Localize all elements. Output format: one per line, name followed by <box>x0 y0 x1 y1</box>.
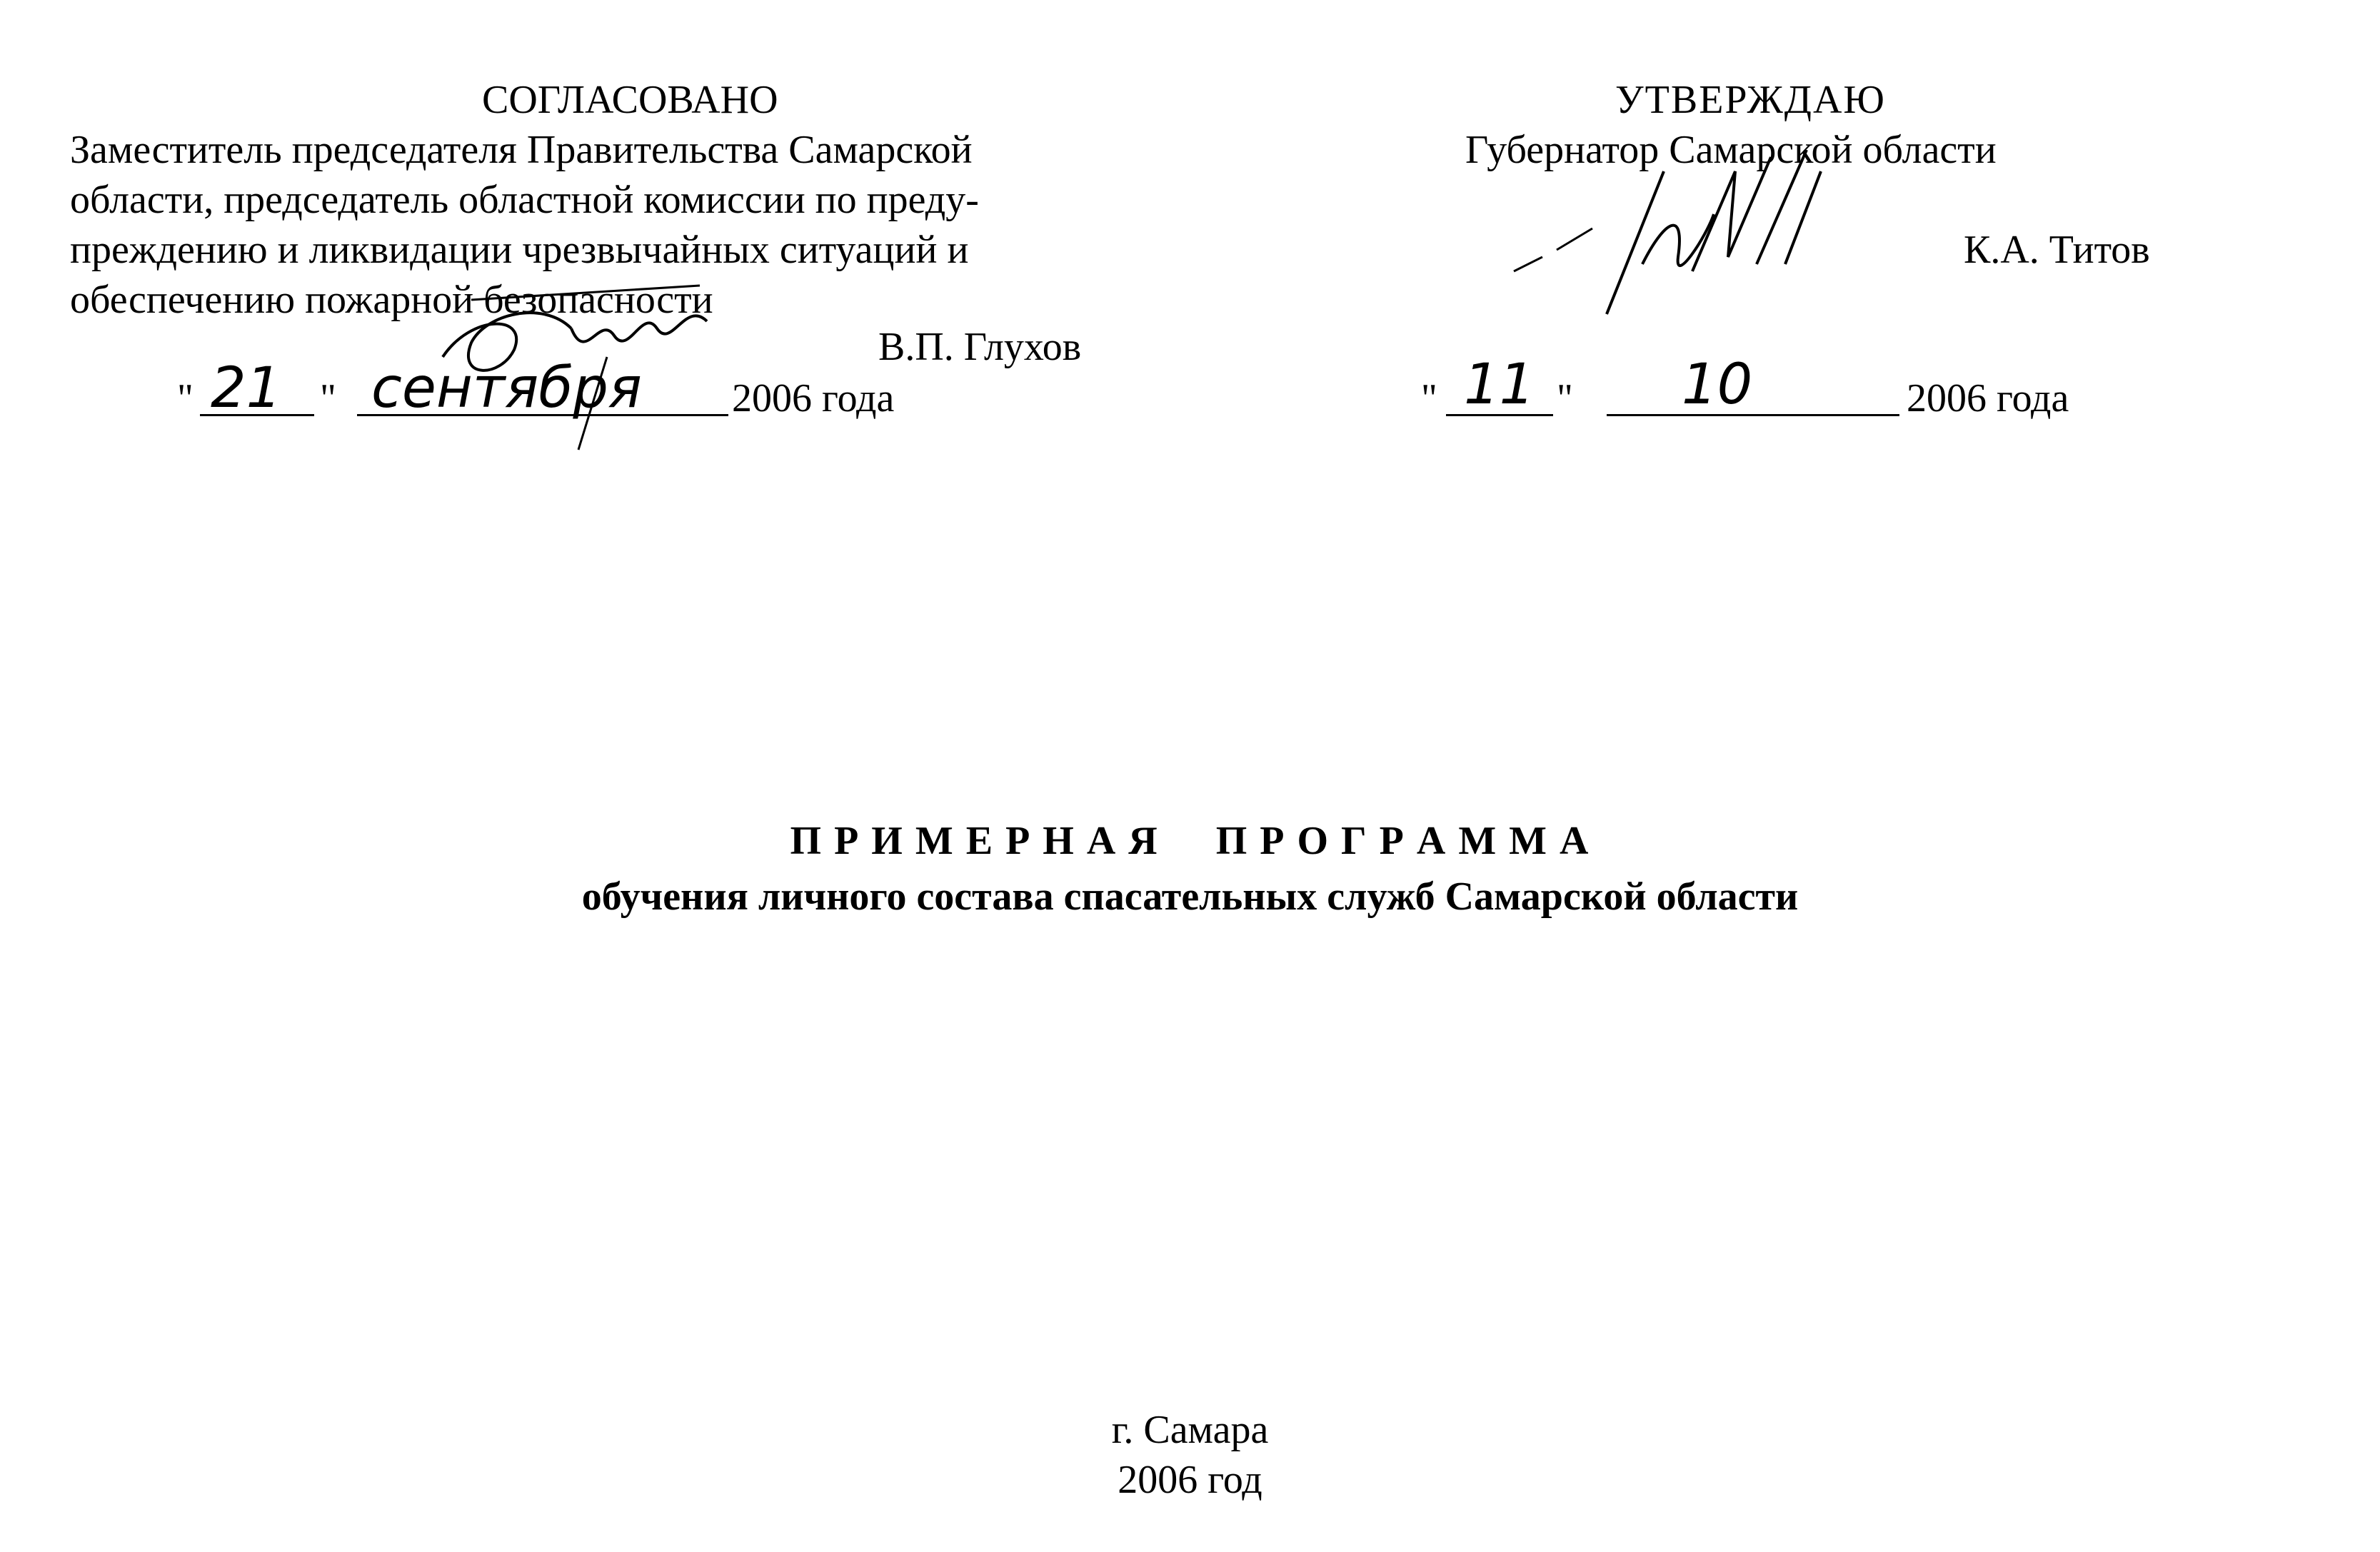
left-heading: СОГЛАСОВАНО <box>482 78 778 122</box>
footer-year: 2006 год <box>1118 1458 1262 1502</box>
right-date-close-quote: " <box>1557 376 1573 420</box>
document-subtitle: обучения личного состава спасательных служб Самарской области <box>581 875 1799 919</box>
right-date-day: 11 <box>1464 353 1535 417</box>
left-signer-name: В.П. Глухов <box>878 325 1082 369</box>
left-position-line-3: преждению и ликвидации чрезвычайных ситуаций и <box>70 228 969 272</box>
right-signature-icon <box>1500 143 1828 321</box>
left-position-line-4: обеспечению пожарной безопасности <box>70 278 713 322</box>
left-date-month: сентября <box>371 356 642 420</box>
right-date-day-line <box>1446 414 1553 416</box>
right-date-open-quote: " <box>1421 376 1437 420</box>
right-date-year: 2006 года <box>1907 376 2069 420</box>
document-title: П Р И М Е Р Н А Я П Р О Г Р А М М А <box>790 819 1590 863</box>
right-signer-name: К.А. Титов <box>1964 228 2150 272</box>
right-heading: УТВЕРЖДАЮ <box>1615 78 1886 122</box>
left-date-close-quote: " <box>320 376 336 420</box>
right-date-month: 10 <box>1682 353 1753 417</box>
left-date-day: 21 <box>211 356 282 420</box>
left-date-month-line <box>357 414 728 416</box>
right-title: Губернатор Самарской области <box>1465 128 1997 172</box>
left-date-day-line <box>200 414 314 416</box>
left-date-open-quote: " <box>177 376 194 420</box>
left-date-year: 2006 года <box>732 376 895 420</box>
left-position-line-2: области, председатель областной комиссии по преду- <box>70 178 979 222</box>
right-date-month-line <box>1607 414 1899 416</box>
left-position-line-1: Заместитель председателя Правительства Самарской <box>70 128 973 172</box>
footer-city: г. Самара <box>1111 1408 1269 1452</box>
